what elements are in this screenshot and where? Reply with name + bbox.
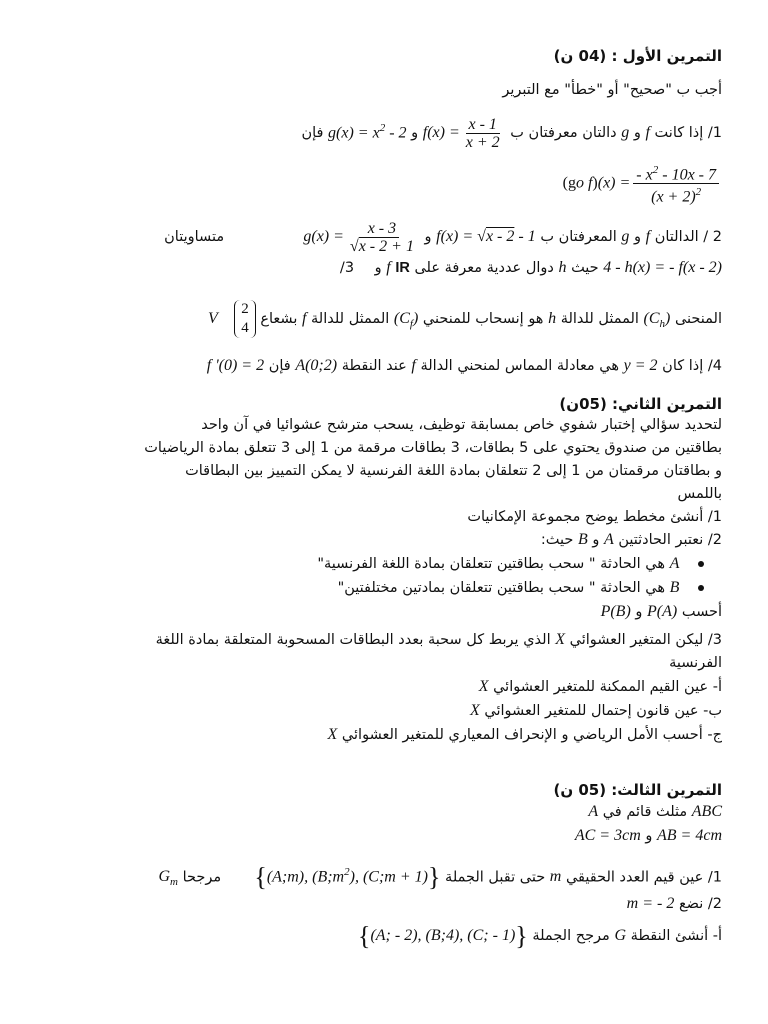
vector-v: V⃗ 2 4 [208,300,256,338]
exercise-1-instruction: أجب ب "صحيح" أو "خطأ" مع التبرير [502,82,722,98]
exercise-2-title: التمرين الثاني: (05ن) [559,395,722,413]
q2-text-c: متساويتان [164,229,225,246]
q2-text-b: المعرفتان ب [540,229,617,246]
exercise-2-question-1: 1/ أنشئ مخطط يوضح مجموعة الإمكانيات [467,509,722,525]
exercise-1-question-3-cont: المنحنى $(C_h)$ الممثل للدالة h هو إنسحاب للمنحني $(C_f)$ الممثل للدالة f بشعاع V⃗ 2 4 [207,301,722,336]
q1-and-2: و [411,125,419,142]
q3-text-b: حيث [571,260,599,276]
exercise-2-part-b: ب- عين قانون إحتمال للمتغير العشوائي X [470,702,722,719]
exercise-2-para-4: باللمس [677,486,722,502]
tangent-eq: y = 2 [623,357,658,374]
exercise-3-question-2: 2/ نضع m = - 2 [626,895,722,912]
point-a: A(0;2) [295,357,338,374]
weighted-system-fixed: {(A; - 2), (B;4), (C; - 1)} [357,921,528,951]
exercise-2-question-3: 3/ ليكن المتغير العشوائي X الذي يربط كل سحبة بعدد البطاقات المسحوبة المتعلقة بمادة اللغة [155,631,722,648]
formula-h-def: 4 - h(x) = - f(x - 2) [603,259,722,276]
exercise-3-part-a: أ- أنشئ النقطة G مرجح الجملة {(A; - 2), (B;4), (C; - 1)} [357,921,722,951]
exercise-1-question-4: 4/ إذا كان y = 2 هي معادلة المماس لمنحني الدالة f عند النقطة A(0;2) فإن f '(0) = 2 [206,357,722,374]
weighted-system-m: {(A;m), $(B;m^2)$, (C;m + 1)} [254,862,441,892]
exercise-2-para-1: لتحديد سؤالي إختبار شفوي خاص بمسابقة توظيف، يسحب مترشح عشوائيا في آن واحد [201,417,722,433]
exercise-2-para-2: بطاقتين من صندوق يحتوي على 5 بطاقات، 3 بطاقات مرقمة من 1 إلى 3 تتعلق بمادة الرياضيات [144,440,722,456]
exercise-2-para-3: و بطاقتان مرقمتان من 1 إلى 2 تتعلقان بمادة اللغة الفرنسية لا يمكن التمييز بين البطاقات [185,463,722,479]
exercise-3-title: التمرين الثالث: (05 ن) [553,781,722,799]
q1-text-b: دالتان معرفتان ب [510,125,617,142]
compute-probabilities: أحسب P(A) و P(B) [600,603,722,620]
q3-text-a: 3/ [339,260,355,276]
curve-ch: $(C_h)$ [643,310,671,331]
exercise-1-question-3: 4 - h(x) = - f(x - 2) حيث h دوال عددية معرفة على IR f و 3/ [339,259,722,276]
event-b-item: B هي الحادثة " سحب بطاقتين تتعلقان بمادتين مختلفتين" [338,578,704,598]
q1-text-a: 1/ إذا كانت [654,125,722,142]
q1-and: و [633,125,641,142]
bullet-icon [698,585,704,591]
formula-f-sqrt: f(x) = √x - 2 - 1 [436,228,536,246]
derivative-value: f '(0) = 2 [206,357,265,374]
exercise-2-part-c: ج- أحسب الأمل الرياضي و الإنحراف المعياري للمتغير العشوائي X [327,726,722,743]
exercise-3-line-2: AB = 4cm و AC = 3cm [574,827,722,844]
exercise-1-question-2: 2 / الدالتان f و g المعرفتان ب f(x) = √x - 2 - 1 و g(x) = $\frac{x - 3}{√x - 2 + 1}$ متساويتان [164,220,722,255]
event-a-item: A هي الحادثة " سحب بطاقتين تتعلقان بمادة اللغة الفرنسية" [317,554,704,574]
bullet-icon [698,561,704,567]
exercise-3-line-1: ABC مثلث قائم في A [588,803,722,820]
formula-g-def: $g(x) = x^2 - 2$ [328,121,407,142]
q1-text-c: فإن [301,125,324,142]
exercise-2-question-3-cont: الفرنسية [669,655,722,671]
set-ir: IR [395,260,410,276]
curve-cf: $(C_f)$ [393,310,419,331]
exercise-3-question-1: 1/ عين قيم العدد الحقيقي m حتى تقبل الجملة {(A;m), $(B;m^2)$, (C;m + 1)} مرجحا $G_m$ [158,862,722,892]
formula-f-def: f(x) = $\frac{x - 1}{x + 2}$ [422,116,500,151]
barycenter-gm: $G_m$ [158,868,178,889]
function-f: f [645,124,650,142]
exercise-1-title: التمرين الأول : (04 ن) [553,47,722,65]
formula-g-sqrt: g(x) = $\frac{x - 3}{√x - 2 + 1}$ [303,220,414,255]
exercise-1-question-1 [301,116,722,151]
exercise-2-question-2: 2/ نعتبر الحادثتين A و B حيث: [540,531,722,548]
exercise-2-part-a: أ- عين القيم الممكنة للمتغير العشوائي X [478,678,722,695]
function-g: g [621,124,630,142]
q2-text-a: 2 / الدالتان [654,229,722,246]
formula-gof: (go f)(x) = $\frac{- x^2 - 10x - 7}{(x + 2)^2}$ [563,162,722,206]
